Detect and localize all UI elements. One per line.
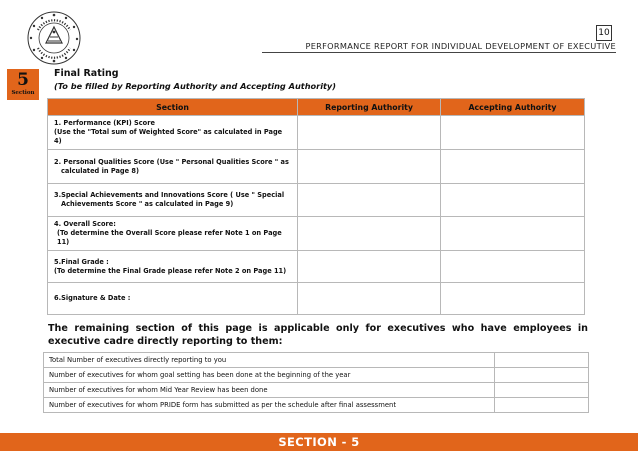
reporting-authority-cell[interactable] <box>298 217 441 251</box>
section-number: 5 <box>17 70 29 90</box>
table-row <box>48 251 585 283</box>
exec-row-label: Number of executives for whom PRIDE form has submitted as per the schedule after final assessment <box>44 398 495 413</box>
table-row <box>48 184 585 217</box>
table-row <box>44 383 589 398</box>
exec-row-label: Number of executives for whom Mid Year Review has been done <box>44 383 495 398</box>
row-label-note: calculated in Page 8) <box>61 166 140 175</box>
page-number: 10 <box>596 25 612 41</box>
reporting-authority-cell[interactable] <box>298 251 441 283</box>
row-label-note: (To determine the Overall Score please refer Note 1 on Page 11) <box>57 229 282 246</box>
final-rating-subtitle: (To be filled by Reporting Authority and Accepting Authority) <box>54 81 336 91</box>
reporting-authority-cell[interactable] <box>298 116 441 150</box>
exec-row-value[interactable] <box>495 398 589 413</box>
final-rating-table <box>47 98 585 315</box>
row-label-note: Achievements Score " as calculated in Page 9) <box>61 200 234 208</box>
row-label-line: 4. Overall Score: <box>54 220 116 228</box>
section-badge <box>7 69 39 100</box>
reporting-authority-cell[interactable] <box>298 283 441 315</box>
accepting-authority-cell[interactable] <box>441 251 585 283</box>
row-label-line: 6.Signature & Date : <box>54 294 131 302</box>
exec-row-value[interactable] <box>495 383 589 398</box>
row-label <box>48 184 298 217</box>
row-label <box>48 251 298 283</box>
accepting-authority-cell[interactable] <box>441 116 585 150</box>
row-label-note: (Use the "Total sum of Weighted Score" as calculated in Page 4) <box>54 128 283 145</box>
reporting-authority-cell[interactable] <box>298 184 441 217</box>
exec-row-value[interactable] <box>495 353 589 368</box>
header-section: Section <box>48 99 298 116</box>
final-rating-title: Final Rating <box>54 68 119 79</box>
logo-emblem-icon <box>46 27 62 43</box>
row-label-line: 5.Final Grade : <box>54 257 109 266</box>
row-label-line: 3.Special Achievements and Innovations Score ( Use " Special <box>54 191 285 199</box>
accepting-authority-cell[interactable] <box>441 283 585 315</box>
section-label: Section <box>11 90 35 96</box>
table-row <box>44 398 589 413</box>
exec-row-value[interactable] <box>495 368 589 383</box>
header-divider <box>262 52 616 53</box>
table-row <box>44 368 589 383</box>
row-label-line: 2. Personal Qualities Score (Use " Personal Qualities Score " as <box>54 157 289 166</box>
table-row <box>48 283 585 315</box>
report-title: PERFORMANCE REPORT FOR INDIVIDUAL DEVELOPMENT OF EXECUTIVE <box>305 41 616 51</box>
exec-row-label: Number of executives for whom goal setting has been done at the beginning of the year <box>44 368 495 383</box>
accepting-authority-cell[interactable] <box>441 150 585 184</box>
header-reporting-authority: Reporting Authority <box>298 99 441 116</box>
accepting-authority-cell[interactable] <box>441 184 585 217</box>
row-label <box>48 217 298 251</box>
accepting-authority-cell[interactable] <box>441 217 585 251</box>
company-logo <box>26 10 82 66</box>
row-label <box>48 116 298 150</box>
table-header-row <box>48 99 585 116</box>
footer-section-title: SECTION - 5 <box>278 435 360 449</box>
table-row <box>48 217 585 251</box>
table-row <box>44 353 589 368</box>
executive-notice: The remaining section of this page is applicable only for executives who have employees in executive cadre directly reporting to them: <box>48 323 588 347</box>
executives-table <box>43 352 589 413</box>
table-row <box>48 150 585 184</box>
row-label <box>48 150 298 184</box>
row-label-line: 1. Performance (KPI) Score <box>54 119 155 127</box>
exec-row-label: Total Number of executives directly reporting to you <box>44 353 495 368</box>
row-label-note: (To determine the Final Grade please refer Note 2 on Page 11) <box>54 266 287 275</box>
header-accepting-authority: Accepting Authority <box>441 99 585 116</box>
row-label <box>48 283 298 315</box>
table-row <box>48 116 585 150</box>
reporting-authority-cell[interactable] <box>298 150 441 184</box>
